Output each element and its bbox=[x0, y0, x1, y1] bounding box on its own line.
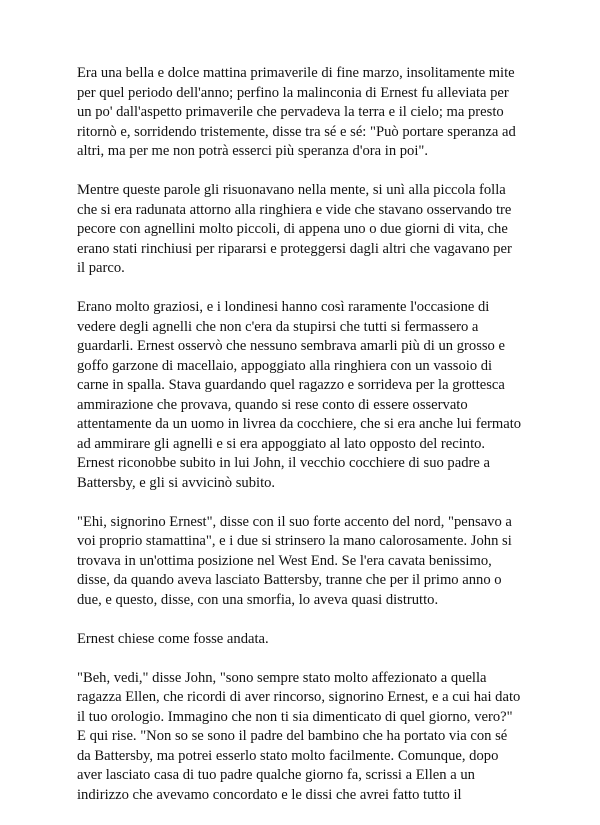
text-line: voi proprio stamattina", e i due si strinsero la mano calorosamente. John si bbox=[77, 533, 512, 549]
paragraph-3 bbox=[77, 298, 537, 493]
text-line: Ernest riconobbe subito in lui John, il vecchio cocchiere di suo padre a bbox=[77, 455, 490, 471]
text-line: "Ehi, signorino Ernest", disse con il suo forte accento del nord, "pensavo a bbox=[77, 513, 512, 530]
text-line: da Battersby, ma potrei esserlo stato molto facilmente. Comunque, dopo bbox=[77, 747, 499, 764]
text-line: trovava in un'ottima posizione nel West End. Se l'era cavata benissimo, bbox=[77, 552, 492, 569]
text-line: vedere degli agnelli che non c'era da stupirsi che tutti si fermassero a bbox=[77, 318, 479, 335]
text-line: ragazza Ellen, che ricordi di aver rincorso, signorino Ernest, e a cui hai dato bbox=[77, 689, 521, 705]
text-line: ammirazione che provava, quando si rese conto di essere osservato bbox=[77, 396, 468, 413]
paragraph-1 bbox=[77, 64, 537, 162]
text-line: E qui rise. "Non so se sono il padre del bambino che ha portato via con sé bbox=[77, 728, 508, 744]
text-line: Erano molto graziosi, e i londinesi hanno così raramente l'occasione di bbox=[77, 299, 490, 315]
paragraph-6 bbox=[77, 669, 537, 806]
text-line: il tuo orologio. Immagino che non ti sia dimenticato di quel giorno, vero?" bbox=[77, 708, 513, 725]
text-line: ad ammirare gli agnelli e si era appoggiato al lato opposto del recinto. bbox=[77, 435, 486, 452]
paragraph-4 bbox=[77, 513, 537, 611]
text-line: due, e questo, disse, con una smorfia, lo aveva quasi distrutto. bbox=[77, 591, 439, 608]
text-line: aver lasciato casa di tuo padre qualche giorno fa, scrissi a Ellen a un bbox=[77, 767, 475, 783]
text-line: Battersby, e gli si avvicinò subito. bbox=[77, 474, 276, 491]
text-line: disse, da quando aveva lasciato Battersby, tranne che per il primo anno o bbox=[77, 572, 502, 588]
paragraph-5 bbox=[77, 630, 537, 650]
text-line: per quel periodo dell'anno; perfino la malinconia di Ernest fu alleviata per bbox=[77, 84, 509, 101]
text-line: carne in spalla. Stava guardando quel ragazzo e sorrideva per la grottesca bbox=[77, 377, 505, 393]
text-line: un po' dall'aspetto primaverile che pervadeva la terra e il cielo; ma presto bbox=[77, 104, 504, 120]
text-line: guardarli. Ernest osservò che nessuno sembrava amarli più di un grosso e bbox=[77, 338, 505, 354]
text-line: Era una bella e dolce mattina primaverile di fine marzo, insolitamente mite bbox=[77, 65, 515, 81]
text-line: altri, ma per me non potrà esserci più speranza d'ora in poi". bbox=[77, 143, 429, 159]
text-line: erano stati rinchiusi per ripararsi e proteggersi dagli altri che vagavano per bbox=[77, 240, 512, 257]
text-line: Mentre queste parole gli risuonavano nella mente, si unì alla piccola folla bbox=[77, 182, 506, 198]
text-line: goffo garzone di macellaio, appoggiato alla ringhiera con un vassoio di bbox=[77, 357, 493, 374]
text-line: attentamente da un uomo in livrea da cocchiere, che si era anche lui fermato bbox=[77, 416, 522, 432]
paragraph-2 bbox=[77, 181, 537, 279]
text-line: ritornò e, sorridendo tristemente, disse tra sé e sé: "Può portare speranza ad bbox=[77, 123, 516, 140]
text-line: che si era radunata attorno alla ringhiera e vide che stavano osservando tre bbox=[77, 201, 512, 218]
text-line: Ernest chiese come fosse andata. bbox=[77, 630, 269, 647]
text-line: indirizzo che avevamo concordato e le dissi che avrei fatto tutto il bbox=[77, 786, 462, 803]
text-line: pecore con agnellini molto piccoli, di appena uno o due giorni di vita, che bbox=[77, 221, 508, 237]
document-body bbox=[77, 64, 537, 825]
text-line: "Beh, vedi," disse John, "sono sempre stato molto affezionato a quella bbox=[77, 669, 487, 686]
text-line: il parco. bbox=[77, 260, 125, 276]
